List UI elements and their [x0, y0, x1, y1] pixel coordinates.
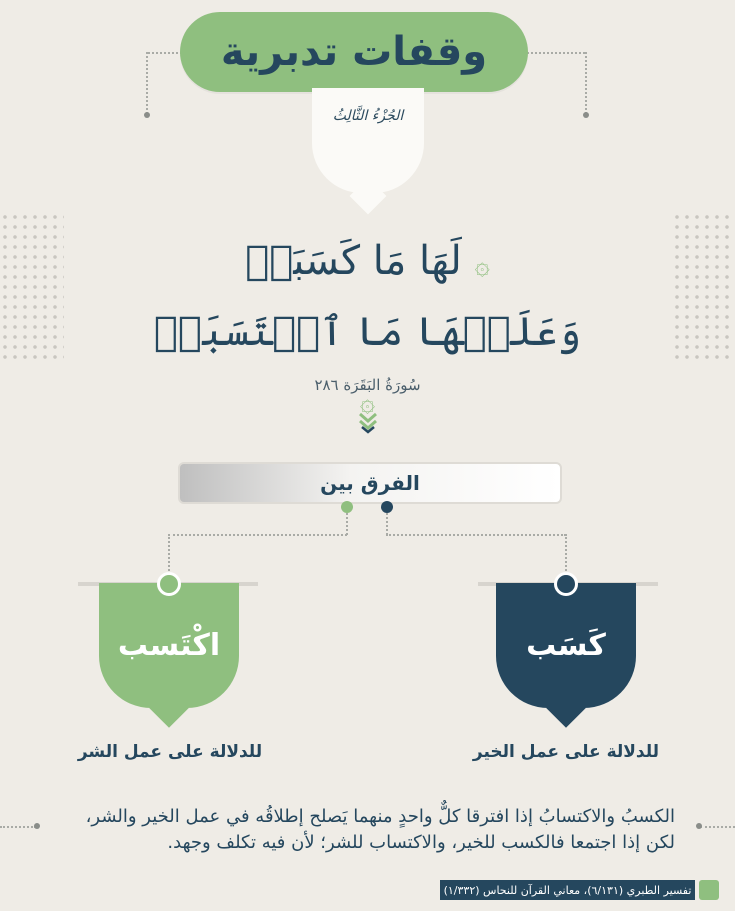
- summary-divider-left-dot: [34, 823, 40, 829]
- comparison-heading: الفرق بين: [178, 462, 562, 504]
- reference-bar: تفسير الطبري (٦/١٣١)، معاني القرآن للنحاس (١/٣٣٢): [440, 880, 695, 900]
- connector-line: [386, 513, 388, 535]
- summary-divider-left: [0, 826, 36, 828]
- word-card-kasab: [496, 583, 636, 708]
- title-connector-right: [527, 52, 585, 54]
- connector-node-navy: [381, 501, 393, 513]
- word-kasab: كَسَب: [526, 628, 606, 663]
- verse-line-2: وَعَلَيۡهَا مَا ٱكۡتَسَبَتۡ ۞: [153, 309, 582, 418]
- connector-line: [346, 513, 348, 535]
- juz-pendant: [312, 88, 424, 193]
- title-connector-left-dot: [144, 112, 150, 118]
- verse-line-1: ۞ لَهَا مَا كَسَبَتۡ: [245, 238, 490, 284]
- card-node: [157, 572, 181, 596]
- card-node: [554, 572, 578, 596]
- meaning-iktasab: للدلالة على عمل الشر: [77, 742, 263, 762]
- title-connector-right-drop: [585, 52, 587, 114]
- book-icon: [699, 880, 719, 900]
- connector-line: [565, 534, 567, 574]
- connector-line: [168, 534, 347, 536]
- title-connector-left: [148, 52, 182, 54]
- dot-pattern-left: [0, 212, 64, 362]
- connector-node-green: [341, 501, 353, 513]
- connector-line: [168, 534, 170, 574]
- word-card-iktasab: [99, 583, 239, 708]
- title-banner: وقفات تدبرية: [180, 12, 528, 92]
- meaning-kasab: للدلالة على عمل الخير: [472, 742, 660, 762]
- title-connector-right-dot: [583, 112, 589, 118]
- dot-pattern-right: [672, 212, 735, 362]
- juz-label: الجُزْءُ الثَّالِثُ: [332, 108, 404, 124]
- chevron-down-icon: [356, 412, 380, 434]
- surah-label: سُورَةُ البَقَرَة ٢٨٦: [314, 376, 421, 394]
- connector-line: [386, 534, 566, 536]
- title-connector-left-drop: [146, 52, 148, 114]
- word-iktasab: اكْتَسب: [117, 628, 221, 663]
- quran-verse: [150, 228, 585, 436]
- verse-ornament-open-icon: ۞: [474, 251, 490, 281]
- summary-text: الكسبُ والاكتسابُ إذا افترقا كلٌّ واحدٍ منهما يَصلح إطلاقُه في عمل الخير والشر، لكن إذا اجتمعا فالكسب للخير، والاكتساب للشر؛ لأن فيه تكلف وجهد.: [85, 806, 675, 853]
- summary-divider-right-dot: [696, 823, 702, 829]
- verse-ornament-close-icon: ۞: [359, 388, 376, 418]
- summary-divider-right: [700, 826, 735, 828]
